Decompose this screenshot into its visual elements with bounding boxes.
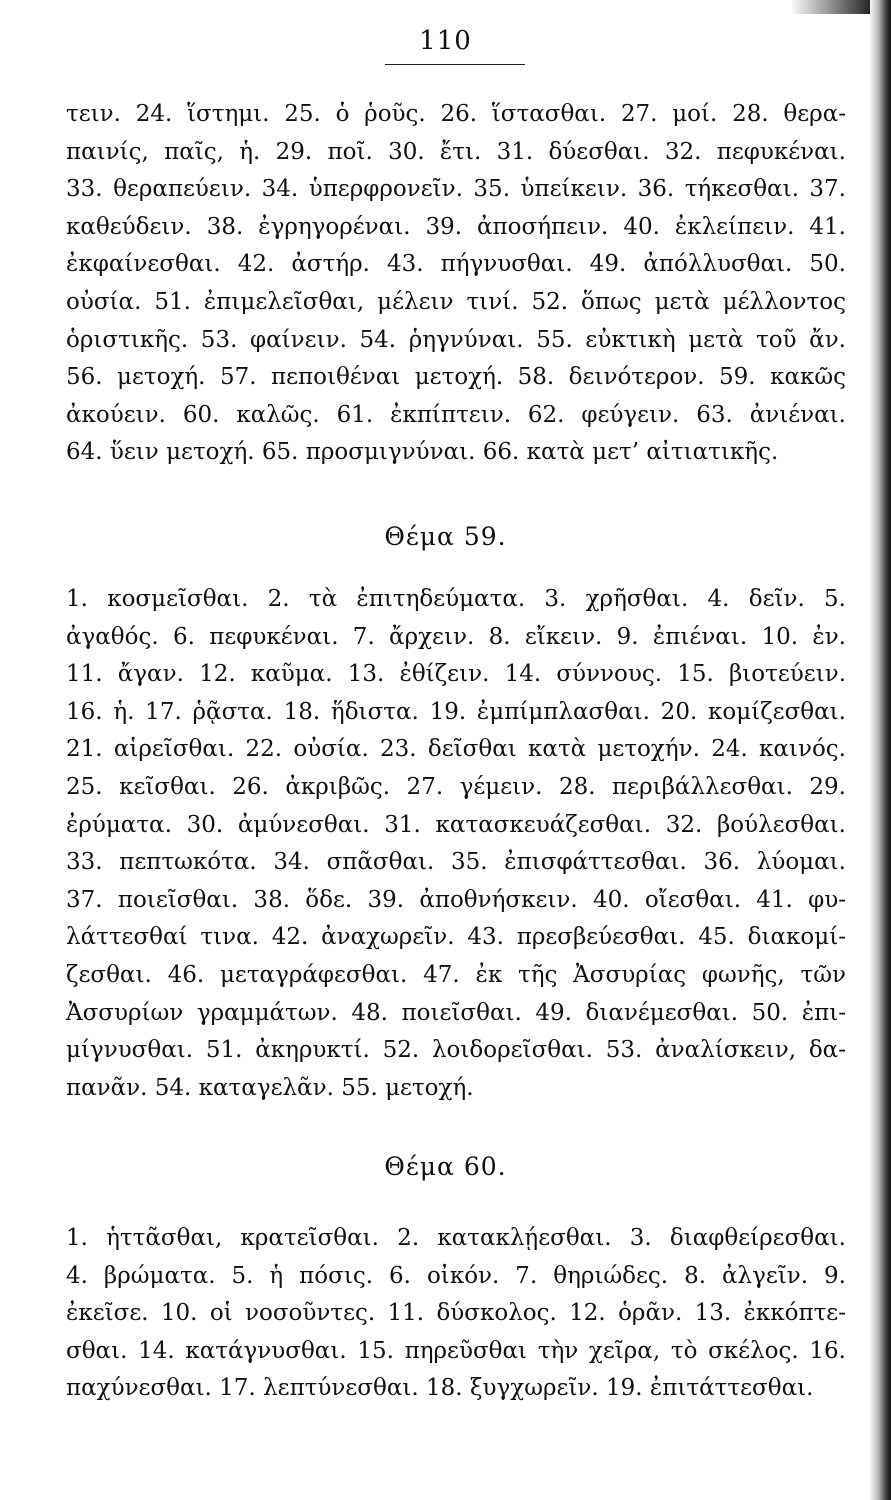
text-line: ἀγαθός. 6. πεφυκέναι. 7. ἄρχειν. 8. εἴκειν. 9. ἐπιέναι. 10. ἐν. [66, 623, 846, 650]
section-59-paragraph [66, 581, 846, 1107]
text-line: ἐρύματα. 30. ἀμύνεσθαι. 31. κατασκευάζεσθαι. 32. βούλεσθαι. [66, 811, 846, 838]
text-line: παινίς, παῖς, ἡ. 29. ποῖ. 30. ἔτι. 31. δύεσθαι. 32. πεφυκέναι. [66, 138, 846, 165]
section-59-heading: Θέμα 59. [384, 522, 507, 551]
text-line: ἐκφαίνεσθαι. 42. ἀστήρ. 43. πήγνυσθαι. 49. ἀπόλλυσθαι. 50. [66, 251, 846, 278]
header-rule [385, 64, 525, 65]
text-line: 37. ποιεῖσθαι. 38. ὅδε. 39. ἀποθνήσκειν. 40. οἴεσθαι. 41. φυ- [66, 886, 846, 913]
text-line: 33. πεπτωκότα. 34. σπᾶσθαι. 35. ἐπισφάττεσθαι. 36. λύομαι. [66, 849, 846, 876]
text-line: καθεύδειν. 38. ἐγρηγορέναι. 39. ἀποσήπειν. 40. ἐκλείπειν. 41. [66, 213, 846, 240]
intro-paragraph [66, 96, 846, 472]
text-line: ἀκούειν. 60. καλῶς. 61. ἐκπίπτειν. 62. φεύγειν. 63. ἀνιέναι. [66, 401, 846, 428]
section-60-heading: Θέμα 60. [384, 1152, 507, 1181]
text-line: 25. κεῖσθαι. 26. ἀκριβῶς. 27. γέμειν. 28. περιβάλλεσθαι. 29. [66, 773, 846, 800]
text-line: 1. ἡττᾶσθαι, κρατεῖσθαι. 2. κατακλῄεσθαι. 3. διαφθείρεσθαι. [66, 1225, 846, 1251]
text-line: 64. ὕειν μετοχή. 65. προσμιγνύναι. 66. κατὰ μετ’ αἰτιατικῆς. [66, 439, 779, 466]
text-line: ζεσθαι. 46. μεταγράφεσθαι. 47. ἐκ τῆς Ἀσσυρίας φωνῆς, τῶν [66, 961, 846, 988]
text-line: 16. ἡ. 17. ῥᾷστα. 18. ἥδιστα. 19. ἐμπίμπλασθαι. 20. κομίζεσθαι. [66, 698, 846, 725]
text-line: οὐσία. 51. ἐπιμελεῖσθαι, μέλειν τινί. 52. ὅπως μετὰ μέλλοντος [66, 288, 846, 315]
text-line: μίγνυσθαι. 51. ἀκηρυκτί. 52. λοιδορεῖσθαι. 53. ἀναλίσκειν, δα- [66, 1037, 846, 1064]
text-line: σθαι. 14. κατάγνυσθαι. 15. πηρεῦσθαι τὴν χεῖρα, τὸ σκέλος. 16. [66, 1337, 846, 1364]
text-line: 4. βρώματα. 5. ἡ πόσις. 6. οἰκόν. 7. θηριώδες. 8. ἀλγεῖν. 9. [66, 1262, 846, 1289]
section-60-paragraph [66, 1220, 846, 1408]
text-line: ἐκεῖσε. 10. οἱ νοσοῦντες. 11. δύσκολος. 12. ὁρᾶν. 13. ἐκκόπτε- [66, 1300, 846, 1327]
text-line: 21. αἱρεῖσθαι. 22. οὐσία. 23. δεῖσθαι κατὰ μετοχήν. 24. καινός. [66, 736, 846, 763]
text-line: παχύνεσθαι. 17. λεπτύνεσθαι. 18. ξυγχωρεῖν. 19. ἐπιτάττεσθαι. [66, 1375, 814, 1402]
page-edge-shadow [869, 0, 891, 1500]
text-line: 11. ἄγαν. 12. καῦμα. 13. ἐθίζειν. 14. σύννους. 15. βιοτεύειν. [66, 661, 846, 688]
text-line: πανᾶν. 54. καταγελᾶν. 55. μετοχή. [66, 1074, 474, 1101]
text-line: λάττεσθαί τινα. 42. ἀναχωρεῖν. 43. πρεσβεύεσθαι. 45. διακομί- [66, 924, 846, 951]
text-line: 56. μετοχή. 57. πεποιθέναι μετοχή. 58. δεινότερον. 59. κακῶς [66, 364, 846, 391]
scan-smudge [790, 0, 870, 14]
text-line: 1. κοσμεῖσθαι. 2. τὰ ἐπιτηδεύματα. 3. χρῆσθαι. 4. δεῖν. 5. [66, 586, 846, 612]
text-line: τειν. 24. ἵστημι. 25. ὁ ῥοῦς. 26. ἵστασθαι. 27. μοί. 28. θερα- [66, 101, 846, 127]
page-number: 110 [419, 26, 472, 56]
text-line: Ἀσσυρίων γραμμάτων. 48. ποιεῖσθαι. 49. διανέμεσθαι. 50. ἐπι- [66, 999, 846, 1026]
text-line: 33. θεραπεύειν. 34. ὑπερφρονεῖν. 35. ὑπείκειν. 36. τήκεσθαι. 37. [66, 176, 846, 203]
text-line: ὁριστικῆς. 53. φαίνειν. 54. ῥηγνύναι. 55. εὐκτικὴ μετὰ τοῦ ἄν. [66, 326, 846, 353]
